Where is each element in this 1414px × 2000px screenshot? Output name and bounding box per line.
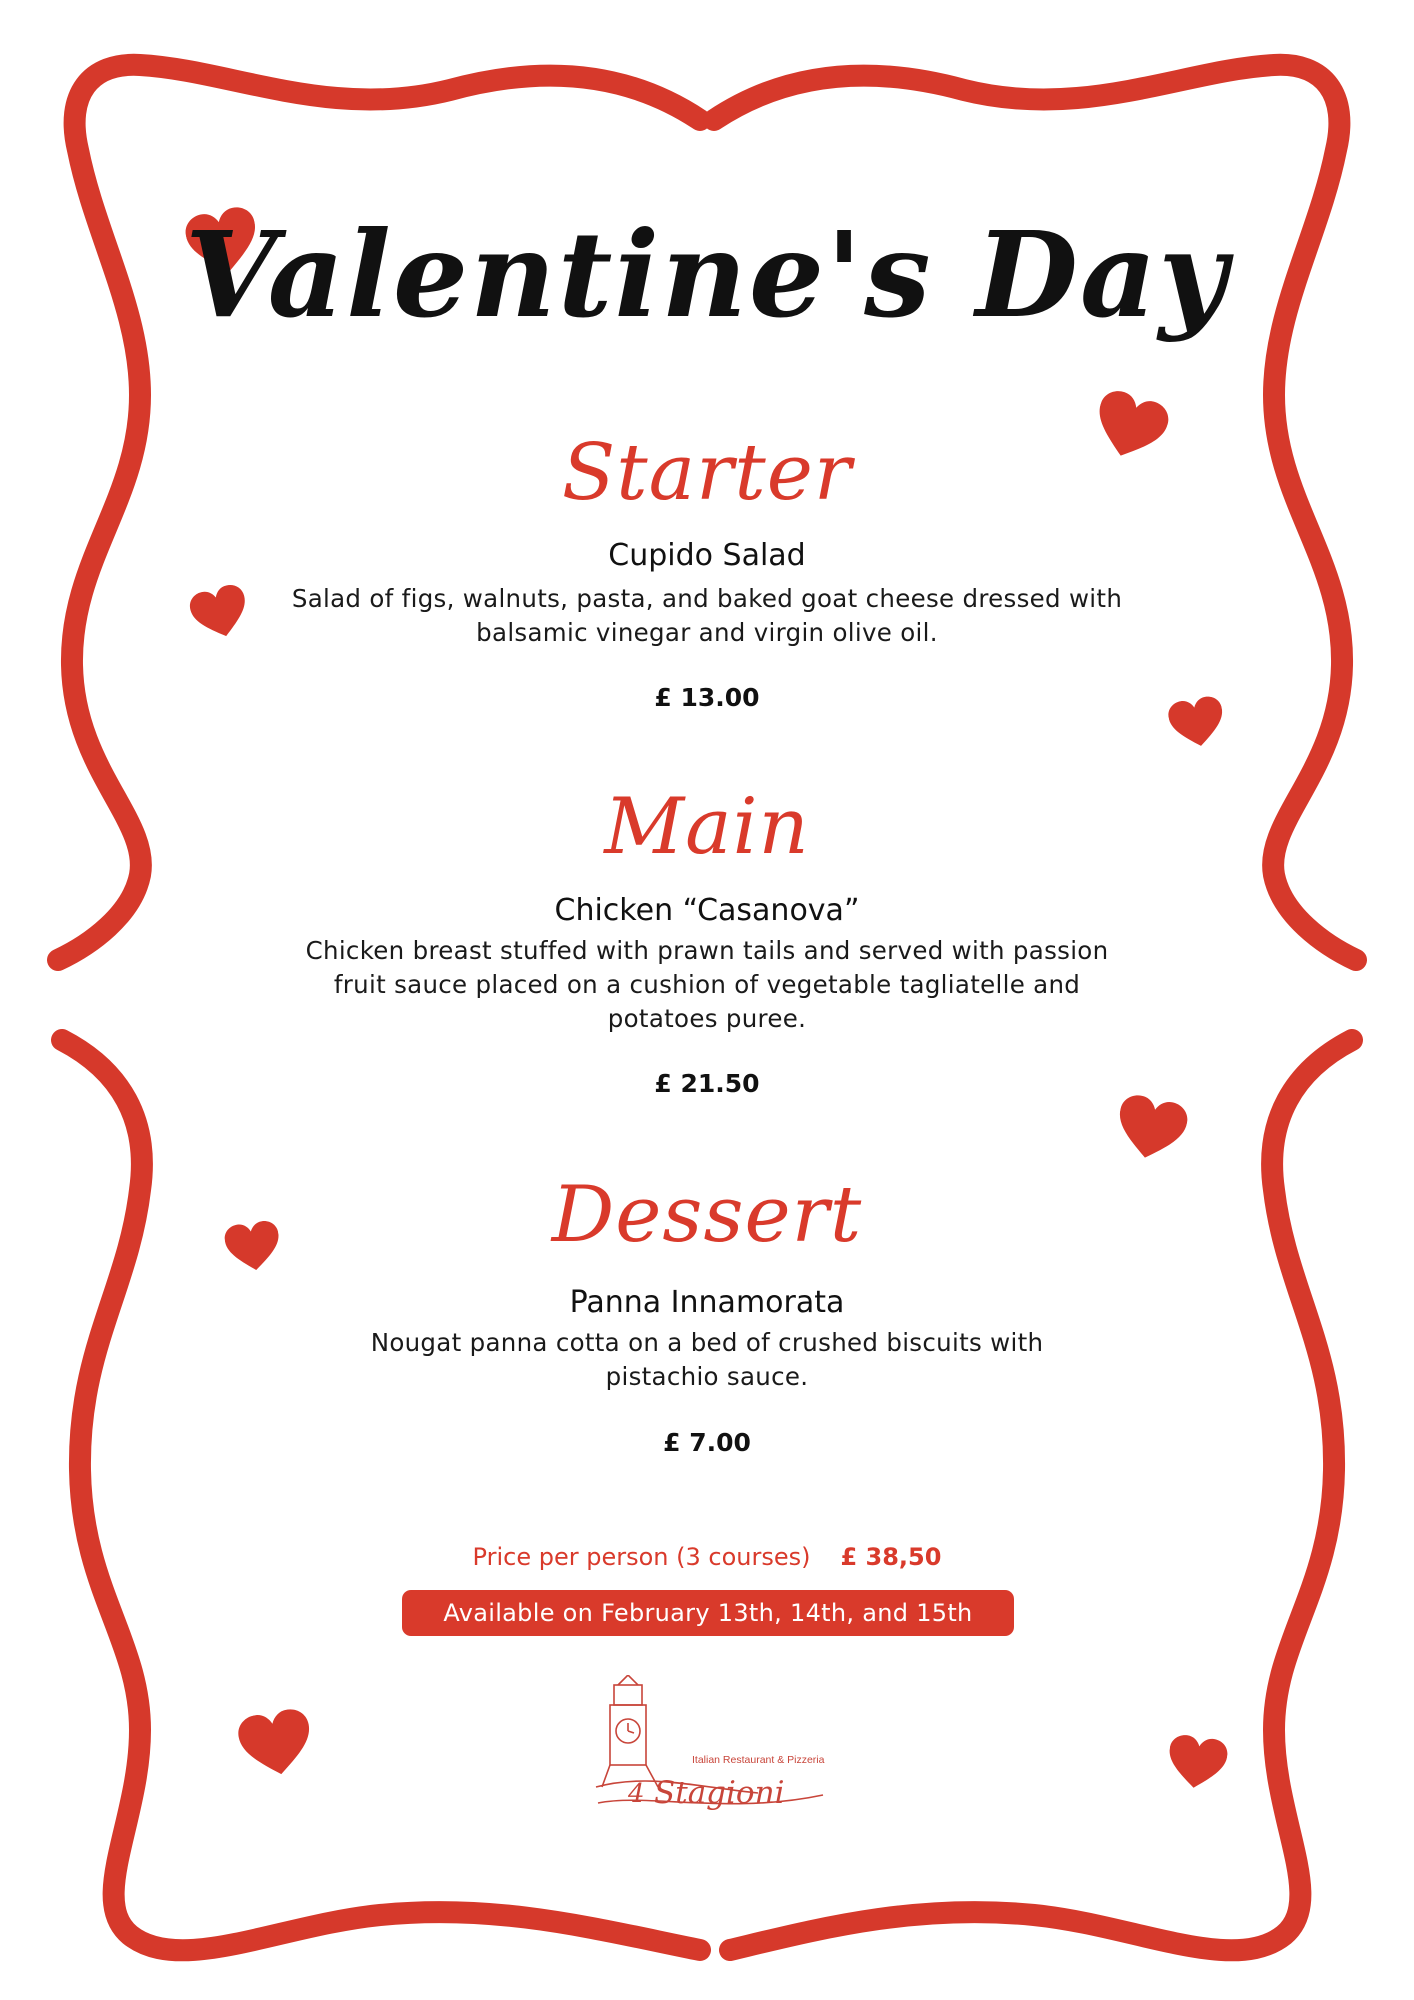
dish-price-starter: £ 13.00 <box>654 683 760 712</box>
logo-number: 4 <box>628 1779 645 1809</box>
dish-description-starter: Salad of figs, walnuts, pasta, and baked goat cheese dressed with balsamic vinegar and virgin olive oil. <box>291 584 1123 647</box>
heart-icon <box>235 1706 317 1782</box>
dish-name-starter: Cupido Salad <box>608 538 806 573</box>
dish-name-main: Chicken “Casanova” <box>554 893 860 928</box>
page-title: Valentine's Day <box>184 205 1230 344</box>
restaurant-logo <box>588 1675 833 1835</box>
dish-price-dessert: £ 7.00 <box>663 1428 751 1457</box>
dish-description-main: Chicken breast stuffed with prawn tails and served with passion fruit sauce placed on a cushion of vegetable tagliatelle and potatoes puree. <box>305 936 1109 1033</box>
section-heading-starter: Starter <box>561 428 853 518</box>
section-heading-dessert: Dessert <box>551 1170 863 1260</box>
section-heading-main: Main <box>604 782 810 872</box>
price-per-person-value: £ 38,50 <box>840 1543 942 1571</box>
dish-description-dessert: Nougat panna cotta on a bed of crushed biscuits with pistachio sauce. <box>370 1328 1044 1391</box>
heart-icon <box>1165 1732 1230 1794</box>
dish-price-main: £ 21.50 <box>654 1069 760 1098</box>
dish-name-dessert: Panna Innamorata <box>569 1285 845 1320</box>
price-per-person <box>0 1543 1414 1571</box>
price-per-person-label: Price per person (3 courses) <box>472 1543 811 1571</box>
logo-tagline: Italian Restaurant & Pizzeria <box>692 1754 825 1766</box>
logo-name: Stagioni <box>654 1775 785 1811</box>
availability-badge: Available on February 13th, 14th, and 15th <box>402 1590 1014 1636</box>
